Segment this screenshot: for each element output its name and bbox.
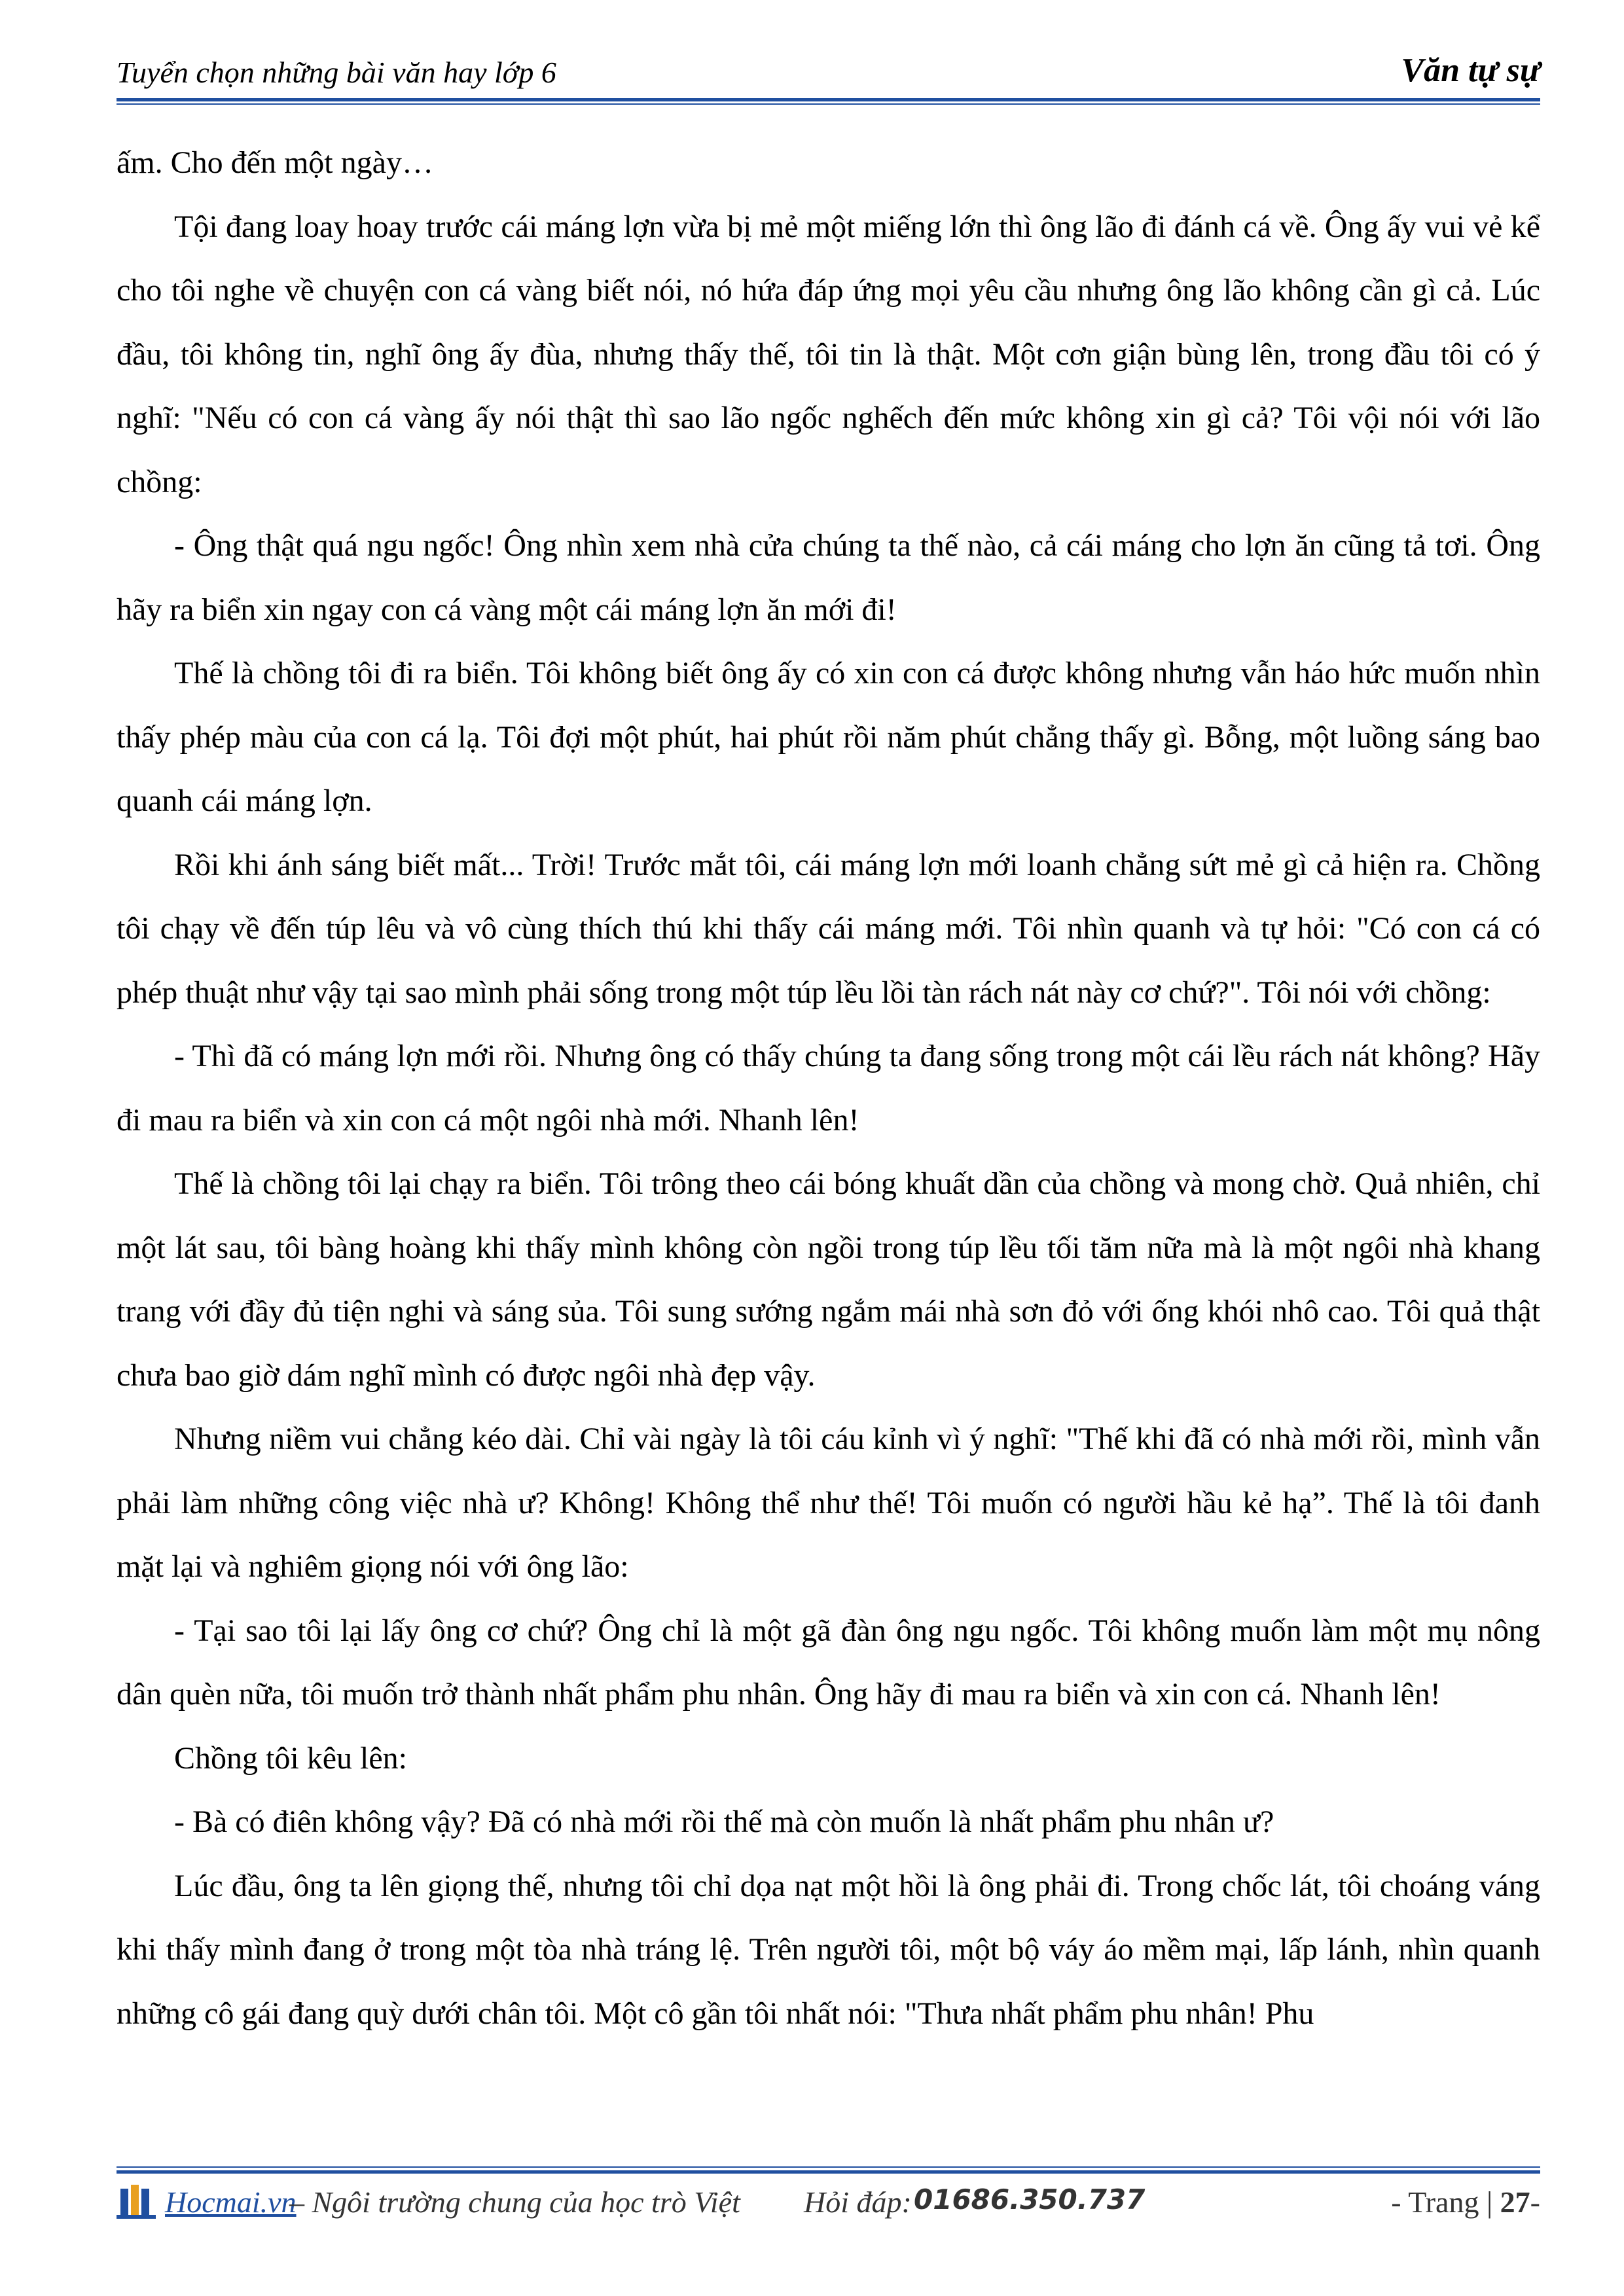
page-suffix: - xyxy=(1530,2185,1540,2219)
hotline-number: 01686.350.737 xyxy=(914,2183,1146,2215)
dialogue-line: - Thì đã có máng lợn mới rồi. Nhưng ông có thấy chúng ta đang sống trong một cái lều rách nát không? Hãy đi mau ra biển và xin con cá một ngôi nhà mới. Nhanh lên! xyxy=(117,1039,1540,1138)
hotline-label: Hỏi đáp: xyxy=(804,2185,912,2219)
paragraph: Lúc đầu, ông ta lên giọng thế, nhưng tôi chỉ dọa nạt một hồi là ông phải đi. Trong chốc lát, tôi choáng váng khi thấy mình đang ở trong một tòa nhà tráng lệ. Trên người tôi, một bộ váy áo mềm mại, lấp lánh, nhìn quanh những cô gái đang quỳ dưới chân tôi. Một cô gần tôi nhất nói: "Thưa nhất phẩm phu nhân! Phu xyxy=(117,1868,1540,2031)
paragraph: ấm. Cho đến một ngày… xyxy=(117,145,433,180)
paragraph: Thế là chồng tôi lại chạy ra biển. Tôi trông theo cái bóng khuất dần của chồng và mong chờ. Quả nhiên, chỉ một lát sau, tôi bàng hoàng khi thấy mình không còn ngồi trong túp lều tối tăm nữa mà là một ngôi nhà khang trang với đầy đủ tiện nghi và sáng sủa. Tôi sung sướng ngắm mái nhà sơn đỏ với ống khói nhô cao. Tôi quả thật chưa bao giờ dám nghĩ mình có được ngôi nhà đẹp vậy. xyxy=(117,1166,1540,1393)
paragraph: Nhưng niềm vui chẳng kéo dài. Chỉ vài ngày là tôi cáu kỉnh vì ý nghĩ: "Thế khi đã có nhà mới rồi, mình vẫn phải làm những công việc nhà ư? Không! Không thể như thế! Tôi muốn có người hầu kẻ hạ”. Thế là tôi đanh mặt lại và nghiêm giọng nói với ông lão: xyxy=(117,1422,1540,1584)
paragraph: Thế là chồng tôi đi ra biển. Tôi không biết ông ấy có xin con cá được không nhưng vẫn háo hức muốn nhìn thấy phép màu của con cá lạ. Tôi đợi một phút, hai phút rồi năm phút chẳng thấy gì. Bỗng, một luồng sáng bao quanh cái máng lợn. xyxy=(117,656,1540,818)
hocmai-logo-icon xyxy=(117,2182,161,2221)
paragraph: Rồi khi ánh sáng biết mất... Trời! Trước mắt tôi, cái máng lợn mới loanh chẳng sứt mẻ gì cả hiện ra. Chồng tôi chạy về đến túp lêu và vô cùng thích thú khi thấy cái máng mới. Tôi nhìn quanh và tự hỏi: "Có con cá có phép thuật như vậy tại sao mình phải sống trong một túp lều lồi tàn rách nát này cơ chứ?". Tôi nói với chồng: xyxy=(117,847,1540,1010)
book-title: Tuyển chọn những bài văn hay lớp 6 xyxy=(117,56,556,89)
site-link[interactable]: Hocmai.vn xyxy=(165,2185,297,2219)
page-indicator xyxy=(1391,2185,1540,2219)
dialogue-line: - Ông thật quá ngu ngốc! Ông nhìn xem nhà cửa chúng ta thế nào, cả cái máng cho lợn ăn cũng tả tơi. Ông hãy ra biển xin ngay con cá vàng một cái máng lợn ăn mới đi! xyxy=(117,528,1540,627)
page-header xyxy=(117,51,1540,97)
dialogue-line: - Tại sao tôi lại lấy ông cơ chứ? Ông chỉ là một gã đàn ông ngu ngốc. Tôi không muốn làm một mụ nông dân quèn nữa, tôi muốn trở thành nhất phẩm phu nhân. Ông hãy đi mau ra biển và xin con cá. Nhanh lên! xyxy=(117,1613,1540,1712)
header-rule-thin xyxy=(117,103,1540,105)
page-label: - Trang | xyxy=(1391,2185,1493,2219)
page-footer xyxy=(117,2179,1540,2232)
dialogue-line: - Bà có điên không vậy? Đã có nhà mới rồi thế mà còn muốn là nhất phẩm phu nhân ư? xyxy=(174,1804,1274,1839)
footer-rule-thin xyxy=(117,2166,1540,2168)
paragraph: Tội đang loay hoay trước cái máng lợn vừa bị mẻ một miếng lớn thì ông lão đi đánh cá về. Ông ấy vui vẻ kể cho tôi nghe về chuyện con cá vàng biết nói, nó hứa đáp ứng mọi yêu cầu nhưng ông lão không cần gì cả. Lúc đầu, tôi không tin, nghĩ ông ấy đùa, nhưng thấy thế, tôi tin là thật. Một cơn giận bùng lên, trong đầu tôi có ý nghĩ: "Nếu có con cá vàng ấy nói thật thì sao lão ngốc nghếch đến mức không xin gì cả? Tôi vội nói với lão chồng: xyxy=(117,209,1540,499)
paragraph: Chồng tôi kêu lên: xyxy=(174,1740,407,1776)
section-title: Văn tự sự xyxy=(1401,52,1540,89)
page-number: 27 xyxy=(1500,2185,1530,2219)
header-rule xyxy=(117,98,1540,101)
document-body xyxy=(117,131,1540,2045)
slogan: – Ngôi trường chung của học trò Việt xyxy=(289,2185,740,2219)
footer-rule xyxy=(117,2170,1540,2174)
